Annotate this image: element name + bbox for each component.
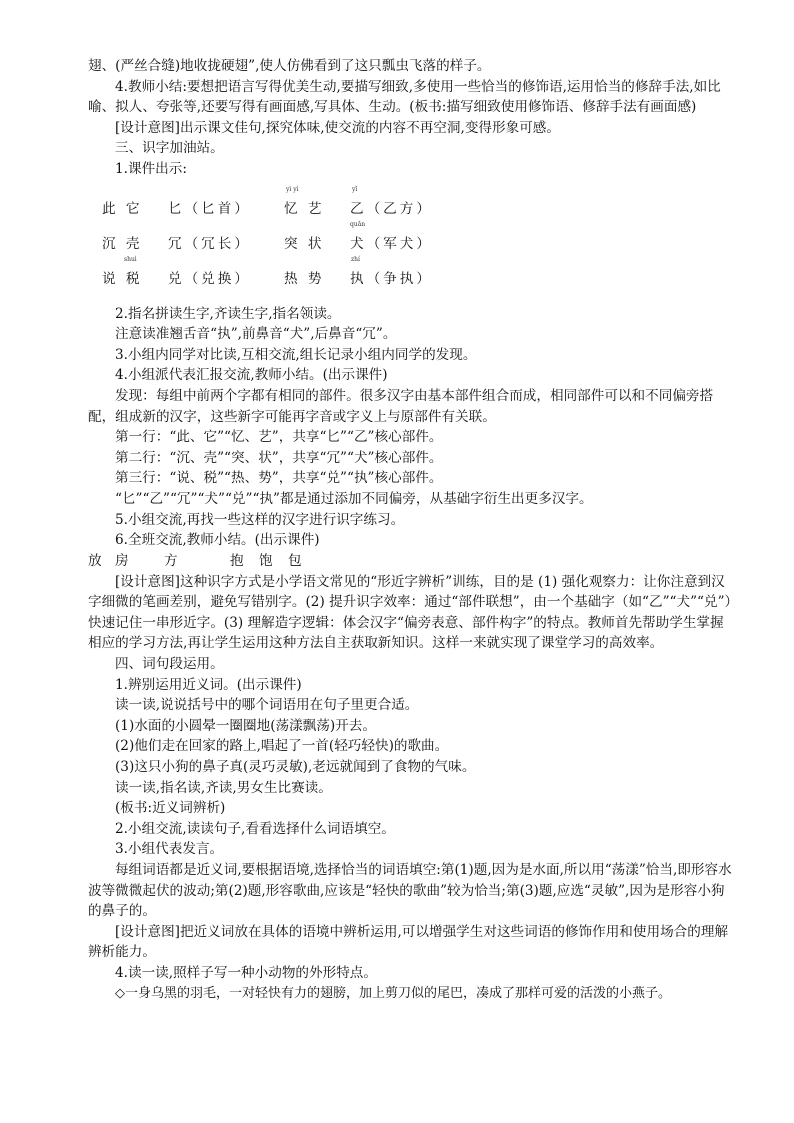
word-example-row <box>88 551 736 572</box>
section-heading-3: 三、识字加油站。 <box>115 140 224 157</box>
design-intent-3: [设计意图]把近义词放在具体的语境中辨析运用,可以增强学生对这些词语的修饰作用和使用场合的理解辨析能力。 <box>88 923 729 961</box>
step-4: 4.小组派代表汇报交流,教师小结。(出示课件) <box>115 367 388 384</box>
word-char: 抱 <box>230 552 244 569</box>
task-3: 3.小组代表发言。 <box>115 841 224 858</box>
discovery-paragraph: 发现：每组中前两个字都有相同的部件。很多汉字由基本部件组合而成，相同部件可以和不同偏旁搭配，组成新的汉字，这些新字可能再字音或字义上与原部件有关联。 <box>88 387 714 425</box>
sentence-2: (2)他们走在回家的路上,唱起了一首(轻巧轻快)的歌曲。 <box>115 738 449 755</box>
section-heading-4: 四、词句段运用。 <box>115 656 224 673</box>
document-page <box>88 56 736 1004</box>
design-intent-2: [设计意图]这种识字方式是小学语文常见的“形近字辨析”训练，目的是 (1) 强化观察力：让你注意到汉字细微的笔画差别，避免写错别字。(2) 提升识字效率：通过“部件联想”，由一个基础字（如“乙”“犬”“兑”）快速记住一串形近字。(3) 理解造字逻辑：体会汉字“偏旁表意、部件构字”的特点。教师首先帮助学生掌握相应的学习方法,再让学生运用这种方法自主获取新知识。这样一来就实现了课堂学习的高效率。 <box>88 573 732 652</box>
answer-explanation: 每组词语都是近义词,要根据语境,选择恰当的词语填空:第(1)题,因为是水面,所以用“荡漾”恰当,即形容水波等微微起伏的波动;第(2)题,形容歌曲,应该是“轻快的歌曲”较为恰当;第(3)题,应选“灵敏”,因为是形容小狗的鼻子的。 <box>88 862 732 920</box>
row-three-note: 第三行：“说、税”“热、势”，共享“兑”“执”核心部件。 <box>115 470 443 487</box>
word-char: 方 <box>164 552 178 569</box>
character-table: 此 它 匕（匕首） yì yì 忆 艺 yǐ 乙（乙方） 沉 壳 冗（冗长） 突 状 quǎn 犬（军犬） shuì 说 税 兑（兑换） 热 势 zhí 执（争执） <box>102 185 433 287</box>
task-4: 4.读一读,照样子写一种小动物的外形特点。 <box>115 964 377 981</box>
sentence-1: (1)水面的小圆晕一圈圈地(荡漾飘荡)开去。 <box>115 717 376 734</box>
design-intent-1: [设计意图]出示课文佳句,探究体味,使交流的内容不再空洞,变得形象可感。 <box>115 119 560 136</box>
teacher-summary-4: 4.教师小结:要想把语言写得优美生动,要描写细致,多使用一些恰当的修饰语,运用恰当的修辞手法,如比喻、拟人、夸张等,还要写得有画面感,写具体、生动。(板书:描写细致使用修饰语、修辞手法有画面感) <box>88 78 721 116</box>
instruction: 读一读,说说括号中的哪个词语用在句子里更合适。 <box>115 697 419 714</box>
word-char: 房 <box>115 552 129 569</box>
row-one-note: 第一行：“此、它”“忆、艺”，共享“匕”“乙”核心部件。 <box>115 429 443 446</box>
step-3: 3.小组内同学对比读,互相交流,组长记录小组内同学的发现。 <box>115 346 477 363</box>
word-char: 包 <box>288 552 302 569</box>
task-1: 1.辨别运用近义词。(出示课件) <box>115 676 302 693</box>
step-6: 6.全班交流,教师小结。(出示课件) <box>115 532 320 549</box>
word-char: 放 <box>88 552 102 569</box>
courseware-label: 1.课件出示: <box>115 160 187 177</box>
board-note: (板书:近义词辨析) <box>115 800 226 817</box>
core-parts-summary: “匕”“乙”“冗”“犬”“兑”“执”都是通过添加不同偏旁，从基础字衍生出更多汉字。 <box>115 490 593 507</box>
pronunciation-note: 注意读准翘舌音“执”,前鼻音“犬”,后鼻音“冗”。 <box>115 326 397 343</box>
line-continuation: 翅、(严丝合缝)地收拢硬翅”,使人仿佛看到了这只瓢虫飞落的样子。 <box>88 58 491 74</box>
step-2: 2.指名拼读生字,齐读生字,指名领读。 <box>115 305 341 322</box>
step-5: 5.小组交流,再找一些这样的汉字进行识字练习。 <box>115 511 405 528</box>
row-two-note: 第二行：“沉、壳”“突、状”，共享“冗”“犬”核心部件。 <box>115 449 443 466</box>
example-sentence: ◇一身乌黑的羽毛，一对轻快有力的翅膀，加上剪刀似的尾巴，凑成了那样可爱的活泼的小燕子。 <box>115 985 671 1001</box>
reading-activity: 读一读,指名读,齐读,男女生比赛读。 <box>115 779 332 796</box>
task-2: 2.小组交流,读读句子,看看选择什么词语填空。 <box>115 820 395 837</box>
sentence-3: (3)这只小狗的鼻子真(灵巧灵敏),老远就闻到了食物的气味。 <box>115 759 476 776</box>
word-char: 饱 <box>259 552 273 569</box>
